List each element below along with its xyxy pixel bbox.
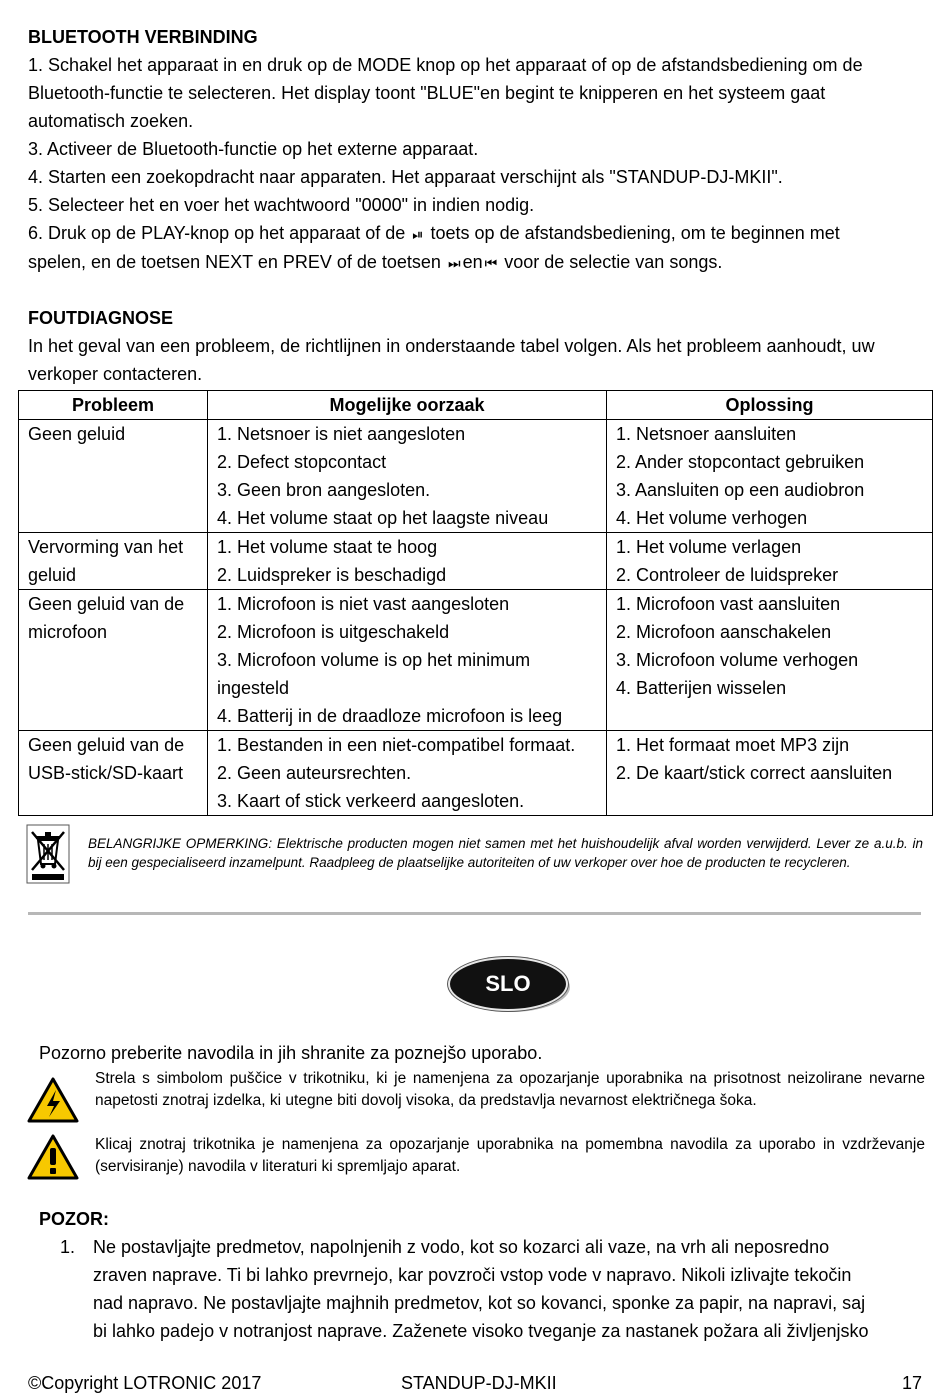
problem-cell (19, 731, 208, 816)
solution-cell (607, 420, 933, 533)
table-header-row (19, 391, 933, 420)
problem-cell (19, 590, 208, 731)
troubleshoot-intro: In het geval van een probleem, de richtlijnen in onderstaande tabel volgen. Als het probleem aanhoudt, uw verkoper contacteren. (28, 336, 875, 384)
cell-line: 2. Ander stopcontact gebruiken (616, 452, 865, 472)
bluetooth-steps (28, 51, 923, 277)
cell-line: ingesteld (217, 678, 290, 698)
cell-line: 3. Aansluiten op een audiobron (616, 480, 865, 500)
bluetooth-step-line: automatisch zoeken. (28, 111, 194, 131)
cell-line: Geen geluid van de (28, 594, 185, 614)
warning-text-exclamation: Klicaj znotraj trikotnika je namenjena za opozarjanje uporabnika na pomembna navodila za uporabo in vzdrževanje (servisiranje) navodila v literaturi ki spremljajo aparat. (95, 1136, 925, 1175)
pozor-list-item (60, 1233, 890, 1345)
recycling-note: BELANGRIJKE OPMERKING: Elektrische producten mogen niet samen met het huishoudelijk afval worden verwijderd. Lever ze a.u.b. in bij een gespecialiseerd inzamelpunt. Raadpleeg de plaatselijke autoriteiten of uw verkoper over hoe de producten te recycleren. (88, 836, 923, 870)
cell-line: 2. De kaart/stick correct aansluiten (616, 763, 893, 783)
table-row (19, 533, 933, 590)
problem-cell (19, 533, 208, 590)
list-item-number: 1. (60, 1237, 76, 1257)
cell-line: Vervorming van het (28, 537, 184, 557)
solution-cell (607, 590, 933, 731)
troubleshoot-heading: FOUTDIAGNOSE (28, 308, 174, 328)
list-item-text: Ne postavljajte predmetov, napolnjenih z vodo, kot so kozarci ali vaze, na vrh ali neposredno zraven naprave. Ti bi lahko prevrnejo, kar povzroči vstop vode v napravo. Nikoli izlivajte tekočin nad napravo. Ne postavljajte majhnih predmetov, kot so kovanci, sponke za papir, na napravi, saj bi lahko padejo v notranjost naprave. Zaženete visoko tveganje za nastanek požara ali življenjsko (93, 1237, 869, 1341)
cell-line: 1. Het formaat moet MP3 zijn (616, 735, 850, 755)
cause-cell (208, 590, 607, 731)
cell-line: 1. Netsnoer aansluiten (616, 424, 797, 444)
cell-line: 1. Microfoon is niet vast aangesloten (217, 594, 510, 614)
cell-line: 1. Microfoon vast aansluiten (616, 594, 841, 614)
bluetooth-step-line: 3. Activeer de Bluetooth-functie op het externe apparaat. (28, 139, 479, 159)
cell-line: 2. Microfoon aanschakelen (616, 622, 832, 642)
cell-line: 1. Het volume verlagen (616, 537, 802, 557)
bluetooth-step-6-line-2: spelen, en de toetsen NEXT en PREV of de toetsen ⏭ en ⏮ voor de selectie van songs. (28, 248, 923, 277)
bluetooth-heading: BLUETOOTH VERBINDING (28, 27, 258, 47)
language-badge-slo: SLO (448, 957, 568, 1011)
cell-line: 4. Batterijen wisselen (616, 678, 787, 698)
table-row (19, 731, 933, 816)
cell-line: 3. Microfoon volume is op het minimum (217, 650, 531, 670)
cell-line: 1. Het volume staat te hoog (217, 537, 438, 557)
electric-shock-warning-icon (27, 1076, 79, 1124)
cause-cell (208, 731, 607, 816)
problem-cell (19, 420, 208, 533)
cell-line: 3. Geen bron aangesloten. (217, 480, 431, 500)
cell-line: microfoon (28, 622, 108, 642)
cell-line: 3. Kaart of stick verkeerd aangesloten. (217, 791, 525, 811)
solution-cell (607, 533, 933, 590)
cell-line: 4. Batterij in de draadloze microfoon is leeg (217, 706, 563, 726)
footer-copyright: ©Copyright LOTRONIC 2017 (28, 1373, 262, 1393)
cell-line: 2. Microfoon is uitgeschakeld (217, 622, 450, 642)
warning-text-electric: Strela s simbolom puščice v trikotniku, ki je namenjena za opozarjanje uporabnika na prisotnost neizolirane nevarne napetosti znotraj izdelka, ki utegne biti dovolj visoka, da predstavlja nevarnost električnega šoka. (95, 1070, 925, 1109)
cell-line: 1. Bestanden in een niet-compatibel formaat. (217, 735, 576, 755)
cell-line: 4. Het volume verhogen (616, 508, 808, 528)
cell-line: 2. Defect stopcontact (217, 452, 387, 472)
bluetooth-step-6-line-1: 6. Druk op de PLAY-knop op het apparaat of de ⏯ toets op de afstandsbediening, om te beginnen met (28, 219, 923, 248)
cell-line: 2. Geen auteursrechten. (217, 763, 412, 783)
cell-line: 4. Het volume staat op het laagste niveau (217, 508, 549, 528)
bluetooth-step-line: 4. Starten een zoekopdracht naar apparaten. Het apparaat verschijnt als "STANDUP-DJ-MKII". (28, 167, 783, 187)
cell-line: 2. Controleer de luidspreker (616, 565, 839, 585)
slo-intro: Pozorno preberite navodila in jih shranite za poznejšo uporabo. (39, 1043, 543, 1063)
solution-cell (607, 731, 933, 816)
weee-crossed-bin-icon (26, 824, 70, 884)
cell-line: 1. Netsnoer is niet aangesloten (217, 424, 466, 444)
bluetooth-step-line: 1. Schakel het apparaat in en druk op de MODE knop op het apparaat of op de afstandsbediening om de (28, 55, 863, 75)
cell-line: Geen geluid van de (28, 735, 185, 755)
exclamation-warning-icon (27, 1133, 79, 1181)
pozor-heading: POZOR: (39, 1209, 109, 1229)
footer-model: STANDUP-DJ-MKII (401, 1373, 557, 1393)
cell-line: USB-stick/SD-kaart (28, 763, 184, 783)
table-row (19, 420, 933, 533)
cause-cell (208, 533, 607, 590)
cause-cell (208, 420, 607, 533)
cell-line: Geen geluid (28, 424, 126, 444)
column-header-problem: Probleem (19, 391, 208, 420)
column-header-solution: Oplossing (607, 391, 933, 420)
section-divider (28, 912, 921, 915)
next-track-icon: ⏭ (447, 255, 461, 271)
previous-track-icon: ⏮ (484, 255, 498, 271)
play-pause-icon: ⏯ (412, 226, 424, 242)
troubleshoot-table (18, 390, 933, 816)
table-row (19, 590, 933, 731)
bluetooth-step-line: Bluetooth-functie te selecteren. Het display toont "BLUE"en begint te knipperen en het systeem gaat (28, 83, 826, 103)
cell-line: geluid (28, 565, 77, 585)
cell-line: 3. Microfoon volume verhogen (616, 650, 859, 670)
footer-page-number: 17 (902, 1373, 923, 1393)
bluetooth-step-line: 5. Selecteer het en voer het wachtwoord "0000" in indien nodig. (28, 195, 535, 215)
column-header-cause: Mogelijke oorzaak (208, 391, 607, 420)
cell-line: 2. Luidspreker is beschadigd (217, 565, 447, 585)
